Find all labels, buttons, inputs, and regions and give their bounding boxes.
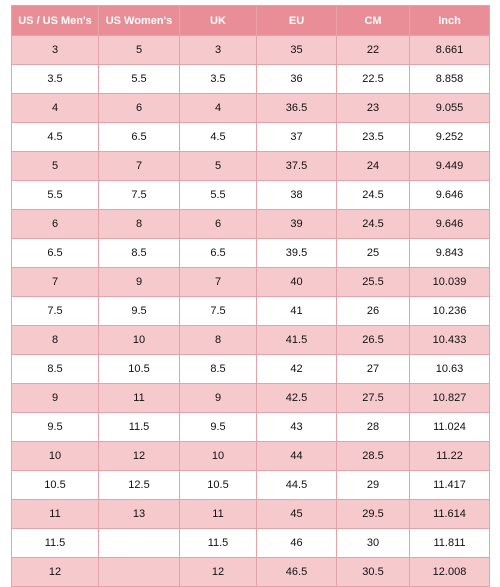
- cell-inch: 10.039: [410, 268, 490, 297]
- cell-eu: 46: [257, 529, 337, 558]
- cell-us-women: [99, 529, 180, 558]
- cell-us-women: 9: [99, 268, 180, 297]
- cell-eu: 46.5: [257, 558, 337, 587]
- cell-us-men: 9.5: [12, 413, 99, 442]
- cell-eu: 36.5: [257, 94, 337, 123]
- cell-us-women: 12.5: [99, 471, 180, 500]
- cell-us-women: 7.5: [99, 181, 180, 210]
- table-row: [12, 413, 490, 442]
- cell-uk: 9: [180, 384, 257, 413]
- cell-uk: 5: [180, 152, 257, 181]
- table-row: [12, 94, 490, 123]
- table-row: [12, 297, 490, 326]
- header-us-women: US Women's: [99, 6, 180, 36]
- cell-eu: 41.5: [257, 326, 337, 355]
- cell-inch: 9.646: [410, 210, 490, 239]
- cell-eu: 45: [257, 500, 337, 529]
- cell-us-men: 4.5: [12, 123, 99, 152]
- cell-us-men: 10: [12, 442, 99, 471]
- cell-uk: 6: [180, 210, 257, 239]
- cell-us-women: 6.5: [99, 123, 180, 152]
- cell-inch: 10.236: [410, 297, 490, 326]
- header-uk: UK: [180, 6, 257, 36]
- cell-us-women: 8: [99, 210, 180, 239]
- cell-cm: 30: [337, 529, 410, 558]
- cell-eu: 43: [257, 413, 337, 442]
- cell-uk: 11: [180, 500, 257, 529]
- cell-us-men: 7: [12, 268, 99, 297]
- table-row: [12, 152, 490, 181]
- cell-cm: 26: [337, 297, 410, 326]
- cell-uk: 3.5: [180, 65, 257, 94]
- header-cm: CM: [337, 6, 410, 36]
- cell-eu: 44: [257, 442, 337, 471]
- table-row: [12, 471, 490, 500]
- cell-inch: 9.843: [410, 239, 490, 268]
- cell-uk: 4.5: [180, 123, 257, 152]
- cell-cm: 25: [337, 239, 410, 268]
- cell-inch: 11.811: [410, 529, 490, 558]
- cell-inch: 9.646: [410, 181, 490, 210]
- cell-inch: 10.827: [410, 384, 490, 413]
- cell-inch: 10.433: [410, 326, 490, 355]
- cell-us-men: 3: [12, 36, 99, 65]
- cell-eu: 41: [257, 297, 337, 326]
- cell-cm: 24: [337, 152, 410, 181]
- cell-us-women: 11.5: [99, 413, 180, 442]
- cell-us-women: 5.5: [99, 65, 180, 94]
- cell-us-women: 9.5: [99, 297, 180, 326]
- cell-us-men: 12: [12, 558, 99, 587]
- cell-uk: 5.5: [180, 181, 257, 210]
- cell-uk: 4: [180, 94, 257, 123]
- cell-us-men: 10.5: [12, 471, 99, 500]
- cell-us-women: 10.5: [99, 355, 180, 384]
- table-row: [12, 268, 490, 297]
- cell-us-women: 6: [99, 94, 180, 123]
- cell-us-men: 9: [12, 384, 99, 413]
- cell-us-men: 11.5: [12, 529, 99, 558]
- cell-us-women: 7: [99, 152, 180, 181]
- cell-cm: 26.5: [337, 326, 410, 355]
- cell-cm: 22: [337, 36, 410, 65]
- cell-us-women: 11: [99, 384, 180, 413]
- cell-cm: 29: [337, 471, 410, 500]
- cell-eu: 44.5: [257, 471, 337, 500]
- cell-cm: 25.5: [337, 268, 410, 297]
- cell-eu: 39: [257, 210, 337, 239]
- cell-inch: 9.449: [410, 152, 490, 181]
- cell-uk: 7: [180, 268, 257, 297]
- cell-eu: 37: [257, 123, 337, 152]
- cell-cm: 22.5: [337, 65, 410, 94]
- cell-cm: 30.5: [337, 558, 410, 587]
- cell-eu: 42: [257, 355, 337, 384]
- cell-us-women: 13: [99, 500, 180, 529]
- table-row: [12, 558, 490, 587]
- cell-inch: 9.055: [410, 94, 490, 123]
- cell-cm: 28.5: [337, 442, 410, 471]
- cell-uk: 6.5: [180, 239, 257, 268]
- cell-us-women: 8.5: [99, 239, 180, 268]
- cell-eu: 35: [257, 36, 337, 65]
- cell-uk: 10.5: [180, 471, 257, 500]
- cell-eu: 39.5: [257, 239, 337, 268]
- cell-inch: 11.417: [410, 471, 490, 500]
- cell-uk: 3: [180, 36, 257, 65]
- table-row: [12, 36, 490, 65]
- cell-eu: 38: [257, 181, 337, 210]
- cell-cm: 27: [337, 355, 410, 384]
- table-row: [12, 210, 490, 239]
- header-us-men: US / US Men's: [12, 6, 99, 36]
- table-row: [12, 65, 490, 94]
- cell-inch: 9.252: [410, 123, 490, 152]
- cell-inch: 8.858: [410, 65, 490, 94]
- table-row: [12, 384, 490, 413]
- cell-us-men: 5.5: [12, 181, 99, 210]
- cell-us-women: 10: [99, 326, 180, 355]
- header-inch: Inch: [410, 6, 490, 36]
- cell-uk: 11.5: [180, 529, 257, 558]
- cell-cm: 24.5: [337, 181, 410, 210]
- cell-uk: 8.5: [180, 355, 257, 384]
- table-header-row: [12, 6, 490, 36]
- cell-us-men: 3.5: [12, 65, 99, 94]
- cell-inch: 11.22: [410, 442, 490, 471]
- cell-us-men: 5: [12, 152, 99, 181]
- cell-cm: 23.5: [337, 123, 410, 152]
- cell-uk: 7.5: [180, 297, 257, 326]
- cell-us-men: 8: [12, 326, 99, 355]
- cell-uk: 12: [180, 558, 257, 587]
- table-row: [12, 123, 490, 152]
- cell-cm: 27.5: [337, 384, 410, 413]
- cell-eu: 40: [257, 268, 337, 297]
- cell-us-men: 6.5: [12, 239, 99, 268]
- cell-us-women: [99, 558, 180, 587]
- cell-eu: 36: [257, 65, 337, 94]
- cell-us-men: 7.5: [12, 297, 99, 326]
- cell-cm: 23: [337, 94, 410, 123]
- cell-cm: 28: [337, 413, 410, 442]
- cell-eu: 42.5: [257, 384, 337, 413]
- table-row: [12, 529, 490, 558]
- cell-inch: 11.614: [410, 500, 490, 529]
- table-row: [12, 442, 490, 471]
- cell-us-men: 4: [12, 94, 99, 123]
- cell-us-men: 11: [12, 500, 99, 529]
- cell-eu: 37.5: [257, 152, 337, 181]
- cell-cm: 24.5: [337, 210, 410, 239]
- cell-inch: 12.008: [410, 558, 490, 587]
- cell-us-women: 12: [99, 442, 180, 471]
- cell-inch: 8.661: [410, 36, 490, 65]
- table-row: [12, 355, 490, 384]
- cell-us-men: 6: [12, 210, 99, 239]
- cell-inch: 11.024: [410, 413, 490, 442]
- table-row: [12, 239, 490, 268]
- table-row: [12, 181, 490, 210]
- cell-inch: 10.63: [410, 355, 490, 384]
- table-row: [12, 500, 490, 529]
- cell-us-women: 5: [99, 36, 180, 65]
- table-body: [12, 36, 490, 587]
- cell-uk: 9.5: [180, 413, 257, 442]
- cell-uk: 10: [180, 442, 257, 471]
- header-eu: EU: [257, 6, 337, 36]
- table-row: [12, 326, 490, 355]
- cell-uk: 8: [180, 326, 257, 355]
- cell-cm: 29.5: [337, 500, 410, 529]
- cell-us-men: 8.5: [12, 355, 99, 384]
